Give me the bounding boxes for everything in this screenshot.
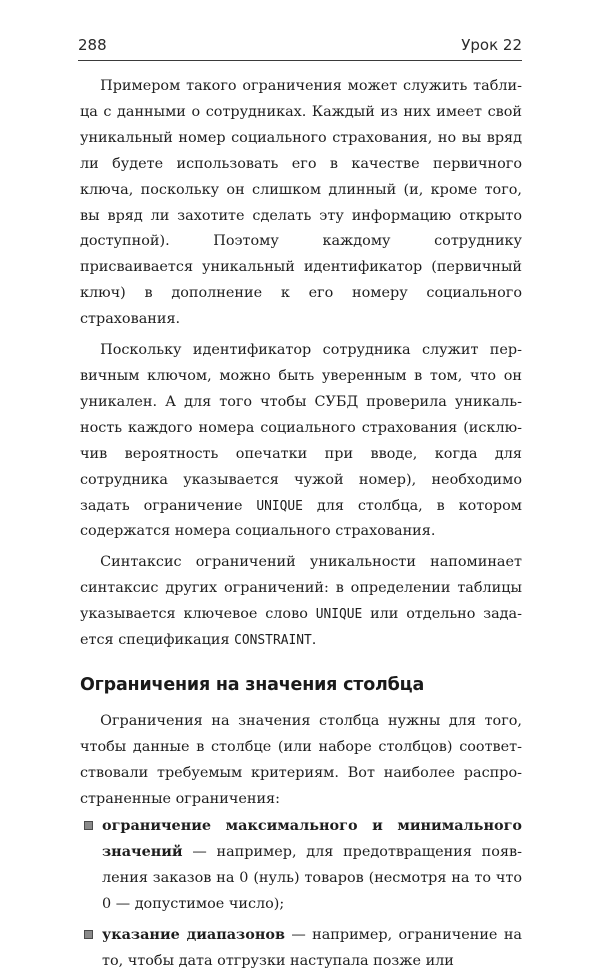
- paragraph-3-text-b: или отдельно задается спецификация: [80, 606, 522, 649]
- square-bullet-icon: [84, 821, 93, 830]
- list-item-term: указание диапазонов: [102, 926, 285, 944]
- list-item: [80, 813, 522, 919]
- paragraph-1: Примером такого ограничения может служить таблица с данными о сотрудниках. Каждый из них имеет свой уникальный номер социального страхования, но вы вряд ли будете использовать его в качестве первичного ключа, поскольку он слишком длинный (и, кроме того, вы вряд ли захотите сделать эту информацию открыто доступной). Поэтому каждому сотруднику присваивается уникальный идентификатор (первичный ключ) в дополнение к его номеру социального страхования.: [80, 78, 522, 328]
- square-bullet-icon: [84, 930, 93, 939]
- page-body: [80, 74, 522, 975]
- paragraph-4: Ограничения на значения столбца нужны для того, чтобы данные в столбце (или наборе столбцов) соответствовали требуемым критериям. Вот наиболее распространенные ограничения:: [80, 712, 522, 807]
- list-item-text: — например, ограничение на то, чтобы дата отгрузки наступала позже или: [102, 927, 522, 970]
- page-number: 288: [78, 36, 107, 54]
- list-item-term: ограничение максимального и минимального значений: [102, 816, 522, 861]
- paragraph-2-text-b: для столбца, в котором содержатся номера социального страхования.: [80, 497, 522, 540]
- paragraph-3-text-c: .: [311, 632, 317, 649]
- paragraph-2-text-a: Поскольку идентификатор сотрудника служит первичным ключом, можно быть уверенным в том, что он уникален. А для того чтобы СУБД проверила уникальность каждого номера социального страхования (исключив вероятность опечатки при вводе, когда для сотрудника указывается чужой номер), необходимо задать ограничение: [80, 342, 522, 514]
- code-unique-2: UNIQUE: [315, 607, 363, 623]
- chapter-title: Урок 22: [461, 36, 522, 54]
- code-constraint: CONSTRAINT: [234, 633, 312, 649]
- running-header: [78, 36, 522, 61]
- paragraph-3-text-a: Синтаксис ограничений уникальности напоминает синтаксис других ограничений: в определении таблицы указывается ключевое слово: [80, 554, 522, 623]
- list-item: [80, 922, 522, 975]
- paragraph-3: [80, 550, 522, 654]
- code-unique: UNIQUE: [256, 498, 303, 514]
- constraint-list: [80, 813, 522, 975]
- section-heading: Ограничения на значения столбца: [80, 674, 425, 695]
- paragraph-2: [80, 338, 522, 545]
- list-item-text: — например, для предотвращения появления заказов на 0 (нуль) товаров (несмотря на то что 0 — допустимое число);: [102, 844, 522, 913]
